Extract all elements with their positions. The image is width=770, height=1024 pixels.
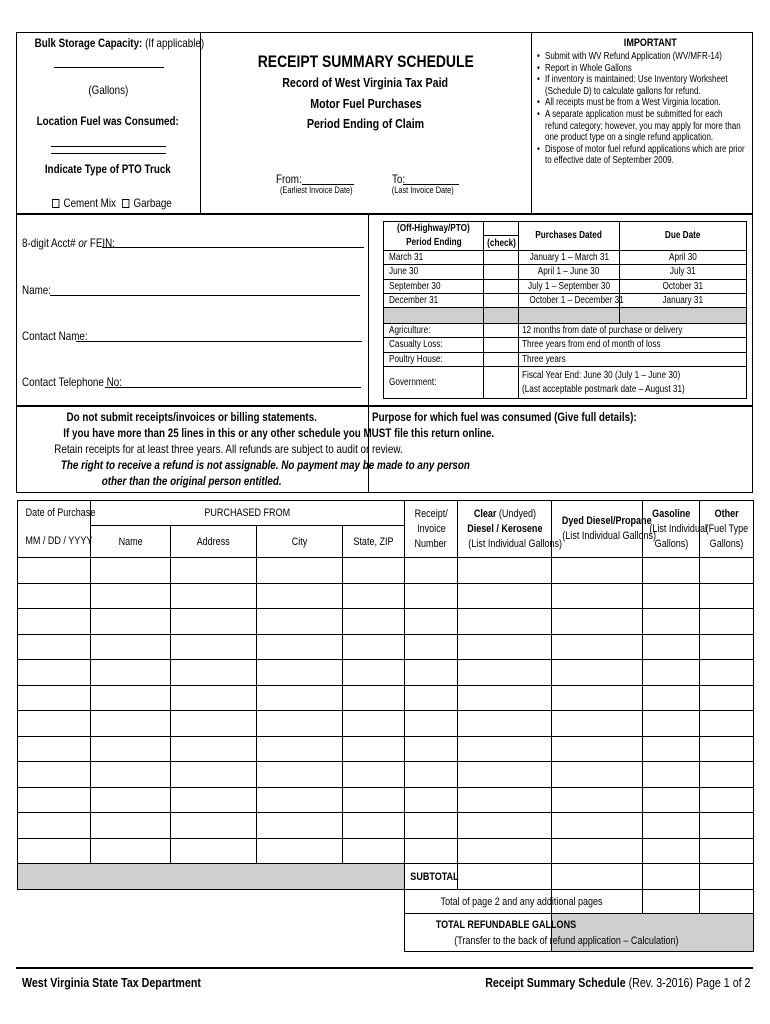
period-end: March 31 — [389, 252, 424, 264]
notice-line-5: other than the original person entitled. — [102, 474, 282, 488]
footer-page: (Rev. 3-2016) Page 1 of 2 — [625, 975, 750, 990]
acct-fein-field[interactable] — [102, 247, 364, 248]
from-label: From: — [276, 172, 302, 186]
dyed-header: Dyed Diesel/Propane — [561, 515, 652, 527]
list-item: • If inventory is maintained: Use Inventory Worksheet (Schedule D) to calculate gallons for refund. — [537, 74, 728, 97]
notice-line-1: Do not submit receipts/invoices or billing statements. — [66, 410, 318, 424]
gallons-label: (Gallons) — [88, 83, 128, 97]
period-due: April 30 — [669, 252, 697, 264]
to-note: (Last Invoice Date) — [392, 185, 454, 195]
clear-header-3: (List Individual Gallons) — [468, 537, 563, 550]
contact-phone-label: Contact Telephone No: — [22, 375, 122, 389]
bulk-storage-note: (If applicable) — [142, 36, 205, 50]
category-label: Government: — [389, 377, 437, 389]
state-zip-header: State, ZIP — [353, 535, 394, 548]
list-item: • Report in Whole Gallons — [537, 62, 632, 74]
clear-header-note: (Undyed) — [495, 507, 536, 520]
title-line-3: Period Ending of Claim — [306, 116, 425, 131]
category-label: Casualty Loss: — [389, 339, 443, 351]
footer-form-name: Receipt Summary Schedule — [484, 975, 626, 990]
cement-mix-label: Cement Mix — [63, 196, 116, 210]
list-item: • All receipts must be from a West Virginia location. — [537, 97, 721, 109]
cement-mix-checkbox[interactable] — [52, 199, 59, 208]
total-note: (Transfer to the back of refund application – Calculation) — [454, 934, 679, 947]
footer-department: West Virginia State Tax Department — [22, 975, 201, 990]
period-check-q2[interactable] — [484, 265, 519, 279]
subtotal-clear[interactable] — [458, 864, 552, 890]
name-field[interactable] — [50, 295, 360, 296]
period-end: September 30 — [389, 280, 441, 292]
notice-line-4: The right to receive a refund is not assignable. No payment may be made to any person — [60, 458, 470, 472]
other-header-3: Gallons) — [709, 537, 744, 550]
gasoline-header-2: (List Individual — [649, 522, 708, 535]
contact-name-field[interactable] — [76, 341, 362, 342]
category-check-agriculture[interactable] — [484, 323, 519, 337]
category-rule: 12 months from date of purchase or delivery — [522, 325, 683, 337]
subtotal-dyed[interactable] — [552, 864, 643, 890]
important-list — [537, 51, 745, 167]
footer-rule — [16, 967, 753, 969]
fein-label: FEIN: — [87, 236, 115, 250]
table-row[interactable] — [18, 813, 754, 839]
table-row[interactable] — [18, 558, 754, 584]
acct-label: 8-digit Acct# — [22, 236, 79, 250]
page2-label: Total of page 2 and any additional pages — [440, 895, 603, 908]
list-item: • Dispose of motor fuel refund applications which are prior to effective date of September 2009. — [537, 143, 745, 167]
name-label: Name: — [22, 283, 51, 297]
list-item: • A separate application must be submitted for each refund category; however, you may apply for more than one product type on a single refund application. — [537, 108, 741, 144]
period-check-q1[interactable] — [484, 250, 519, 264]
gasoline-header-3: Gallons) — [654, 537, 688, 550]
contact-phone-field[interactable] — [105, 387, 361, 388]
category-check-government[interactable] — [484, 367, 519, 399]
notice-line-3: Retain receipts for at least three years. All refunds are subject to audit or review. — [54, 442, 403, 456]
city-header: City — [291, 535, 308, 548]
period-dated: January 1 – March 31 — [529, 252, 609, 264]
gasoline-header: Gasoline — [651, 507, 691, 520]
due-date-header: Due Date — [665, 230, 701, 242]
page2-gasoline[interactable] — [643, 890, 700, 914]
page2-row — [18, 890, 754, 914]
purpose-label: Purpose for which fuel was consumed (Give full details): — [372, 410, 637, 424]
table-row[interactable] — [18, 711, 754, 737]
period-due: July 31 — [670, 266, 696, 278]
period-head-offhighway: (Off-Highway/PTO) — [397, 223, 470, 235]
period-end: December 31 — [389, 295, 439, 307]
location-field-2[interactable] — [51, 153, 166, 154]
period-ending-header: Period Ending — [405, 237, 462, 249]
total-row — [18, 914, 754, 952]
name-header: Name — [118, 535, 143, 548]
category-rule: Three years from end of month of loss — [522, 339, 661, 351]
page-title: RECEIPT SUMMARY SCHEDULE — [257, 52, 474, 71]
table-row[interactable] — [18, 685, 754, 711]
table-row[interactable] — [18, 838, 754, 864]
invoice-header-3: Number — [414, 537, 448, 550]
category-label: Poultry House: — [389, 353, 443, 365]
category-check-casualty[interactable] — [484, 338, 519, 352]
title-line-1: Record of West Virginia Tax Paid — [282, 75, 449, 90]
invoice-header: Receipt/ — [414, 507, 448, 520]
total-label: TOTAL REFUNDABLE GALLONS — [435, 918, 577, 931]
date-header: Date of Purchase — [25, 507, 96, 520]
purpose-field[interactable] — [372, 428, 750, 490]
period-dated: October 1 – December 31 — [529, 295, 624, 307]
category-rule: Fiscal Year End: June 30 (July 1 – June 30) — [522, 369, 681, 381]
contact-name-label: Contact Name: — [22, 329, 88, 343]
garbage-checkbox[interactable] — [122, 199, 129, 208]
subtotal-gasoline[interactable] — [643, 864, 700, 890]
invoice-header-2: Invoice — [416, 522, 446, 535]
period-dated: July 1 – September 30 — [528, 280, 611, 292]
period-check-q4[interactable] — [484, 294, 519, 308]
period-due: October 31 — [662, 280, 704, 292]
title-line-2: Motor Fuel Purchases — [309, 96, 422, 111]
dyed-header-2: (List Individual Gallons) — [562, 530, 657, 542]
purchases-dated-header: Purchases Dated — [535, 230, 603, 242]
table-row[interactable] — [18, 762, 754, 788]
page2-other[interactable] — [700, 890, 754, 914]
important-heading: IMPORTANT — [623, 37, 677, 49]
check-header: (check) — [487, 237, 516, 249]
bulk-storage-field[interactable] — [54, 67, 164, 68]
subtotal-other[interactable] — [700, 864, 754, 890]
clear-header: Clear — [473, 507, 496, 520]
table-row[interactable] — [18, 660, 754, 686]
subtotal-row — [18, 864, 754, 890]
table-row[interactable] — [18, 583, 754, 609]
table-row[interactable] — [18, 787, 754, 813]
acct-or: or — [78, 236, 88, 250]
category-label: Agriculture: — [389, 325, 431, 337]
category-check-poultry[interactable] — [484, 352, 519, 366]
location-field[interactable] — [51, 146, 166, 147]
period-table — [383, 221, 747, 399]
period-end: June 30 — [389, 266, 419, 278]
category-rule: Three years — [522, 353, 566, 365]
notice-line-2: If you have more than 25 lines in this or any other schedule you MUST file this return online. — [63, 426, 495, 440]
other-header-2: (Fuel Type — [705, 522, 748, 535]
address-header: Address — [196, 535, 231, 548]
divider — [531, 32, 532, 214]
date-format-header: MM / DD / YYYY — [25, 535, 93, 548]
clear-header-2: Diesel / Kerosene — [466, 522, 543, 535]
table-row[interactable] — [18, 736, 754, 762]
other-header: Other — [714, 507, 739, 520]
period-due: January 31 — [662, 295, 704, 307]
list-item: • Submit with WV Refund Application (WV/MFR-14) — [537, 51, 722, 62]
receipt-table — [17, 500, 754, 952]
pto-truck-label: Indicate Type of PTO Truck — [45, 162, 171, 176]
from-note: (Earliest Invoice Date) — [279, 185, 353, 195]
period-check-q3[interactable] — [484, 279, 519, 293]
period-dated: April 1 – June 30 — [538, 266, 600, 278]
subtotal-label: SUBTOTAL — [410, 870, 459, 883]
to-label: To: — [392, 172, 406, 186]
category-rule-2: (Last acceptable postmark date – August 31) — [522, 383, 685, 395]
purchased-from-header: PURCHASED FROM — [204, 507, 291, 519]
table-row[interactable] — [18, 634, 754, 660]
location-label: Location Fuel was Consumed: — [36, 114, 180, 128]
table-row[interactable] — [18, 609, 754, 635]
bulk-storage-label: Bulk Storage Capacity: — [34, 36, 143, 50]
garbage-label: Garbage — [133, 196, 172, 210]
